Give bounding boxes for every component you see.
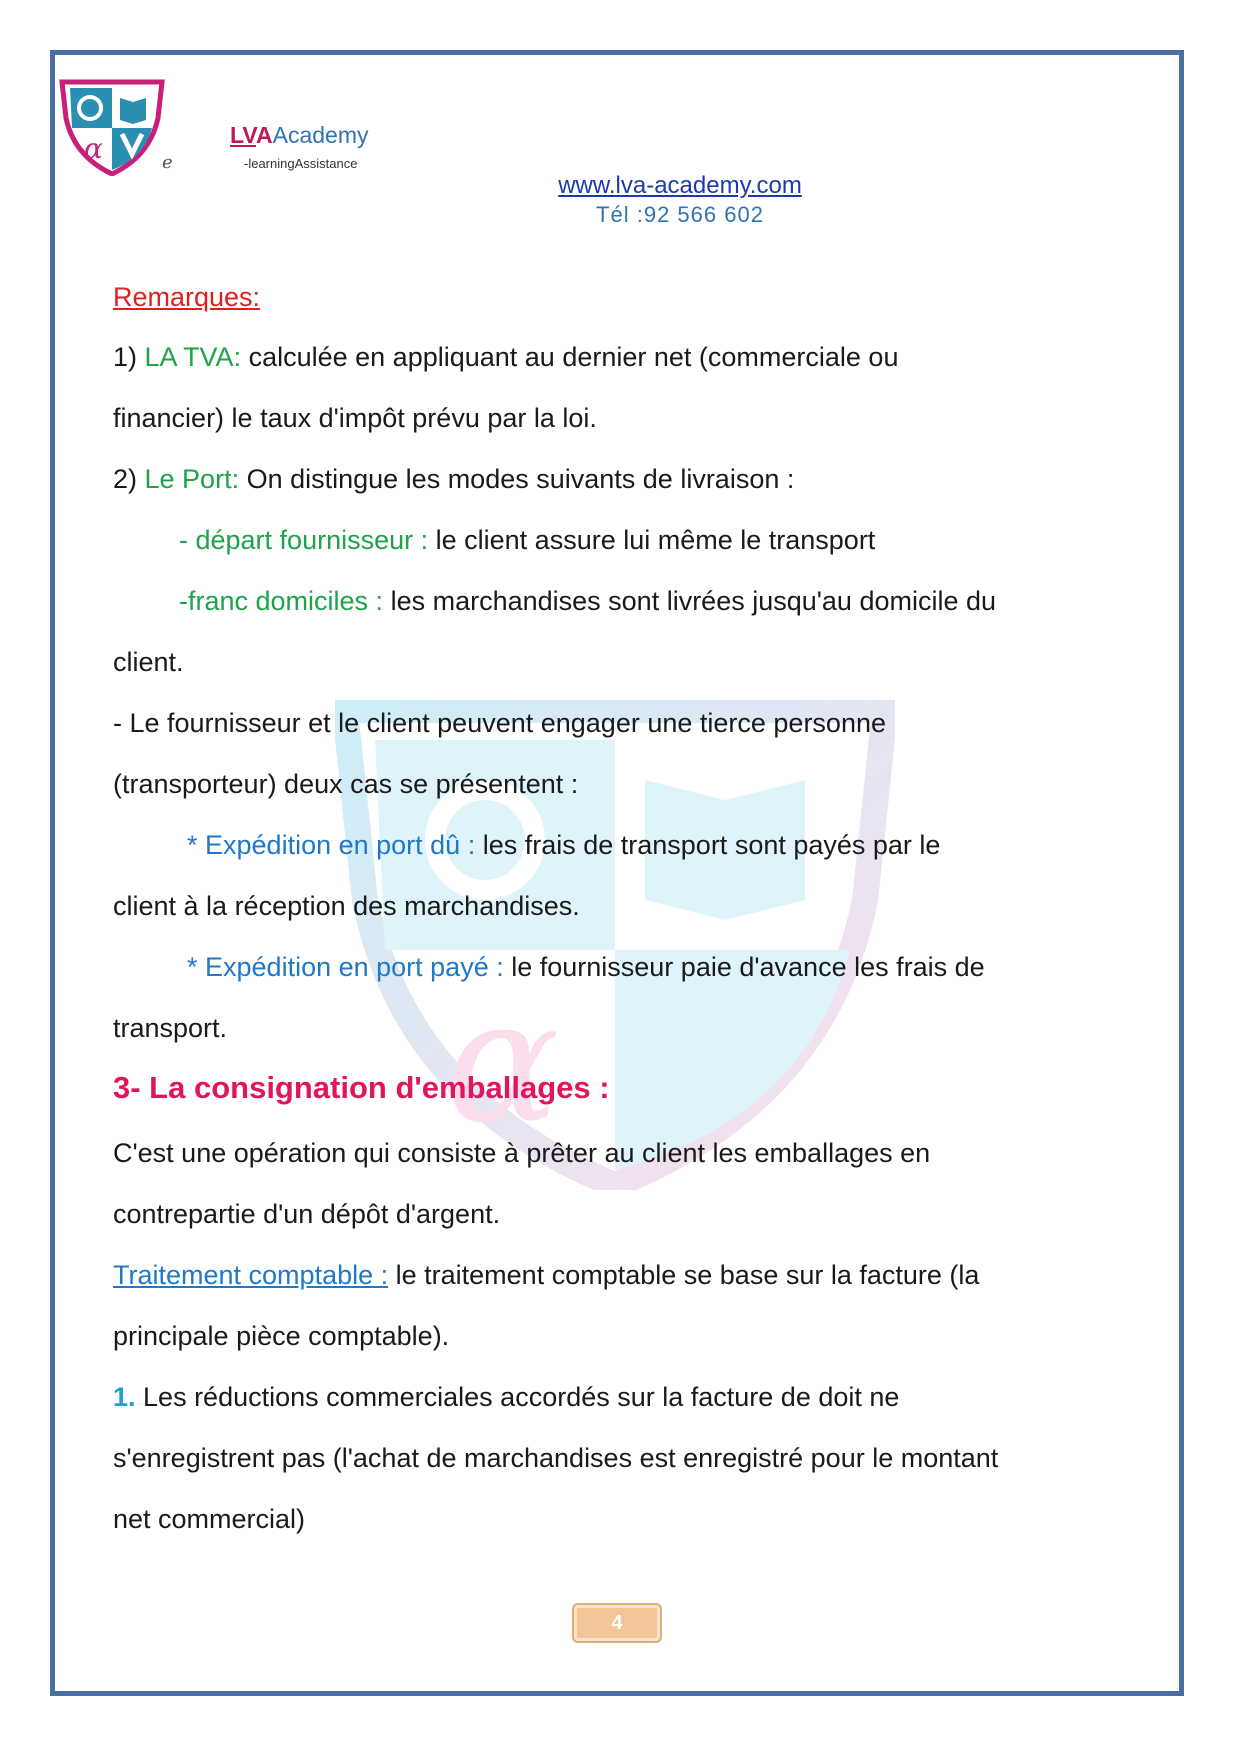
- tierce-line-1: - Le fournisseur et le client peuvent engager une tierce personne: [113, 708, 886, 738]
- brand-a: A: [255, 122, 273, 148]
- item-1-cont-1: s'enregistrent pas (l'achat de marchandises est enregistré pour le montant: [113, 1443, 999, 1473]
- brand-name: [230, 122, 368, 149]
- port-paye-text: le fournisseur paie d'avance les frais de: [503, 952, 985, 982]
- remark-1-text: calculée en appliquant au dernier net (commerciale ou: [241, 342, 899, 372]
- depart-label: - départ fournisseur :: [179, 525, 429, 555]
- remark-1-number: 1): [113, 342, 145, 372]
- franc-label: -franc domiciles :: [179, 586, 384, 616]
- item-1: [113, 1382, 899, 1413]
- item-1-text: Les réductions commerciales accordés sur la facture de doit ne: [135, 1382, 900, 1412]
- traitement-text: le traitement comptable se base sur la facture (la: [388, 1260, 980, 1290]
- consignation-line-1: C'est une opération qui consiste à prêter au client les emballages en: [113, 1138, 931, 1168]
- remark-1: [113, 342, 898, 373]
- port-paye-cont: transport.: [113, 1013, 228, 1043]
- website-link[interactable]: www.lva-academy.com: [558, 172, 802, 199]
- svg-text:α: α: [445, 963, 560, 1161]
- port-paye-label: * Expédition en port payé :: [187, 952, 504, 982]
- item-1-cont-2: net commercial): [113, 1504, 306, 1534]
- remarques-label: Remarques:: [113, 282, 261, 312]
- port-du-text: les frais de transport sont payés par le: [475, 830, 941, 860]
- remark-1-cont: financier) le taux d'impôt prévu par la loi.: [113, 403, 597, 433]
- tierce-line-2: (transporteur) deux cas se présentent :: [113, 769, 579, 799]
- brand-academy: Academy: [272, 122, 369, 148]
- consignation-line-2: contrepartie d'un dépôt d'argent.: [113, 1199, 501, 1229]
- remarques-title: [113, 282, 260, 313]
- port-du: [187, 830, 940, 861]
- traitement-cont: principale pièce comptable).: [113, 1321, 450, 1351]
- franc-domiciles: [179, 586, 996, 617]
- item-1-number: 1.: [113, 1382, 136, 1412]
- traitement-label: Traitement comptable :: [113, 1260, 389, 1290]
- port-paye: [187, 952, 985, 983]
- franc-cont: client.: [113, 647, 184, 677]
- port-du-cont: client à la réception des marchandises.: [113, 891, 580, 921]
- logo-e-letter: e: [162, 152, 173, 173]
- svg-text:α: α: [84, 132, 103, 165]
- section-heading-3: 3- La consignation d'emballages :: [113, 1070, 610, 1105]
- telephone: Tél :92 566 602: [596, 202, 764, 227]
- remark-2-label: Le Port:: [144, 464, 240, 494]
- page-number: 4: [572, 1603, 662, 1643]
- port-du-label: * Expédition en port dû :: [187, 830, 476, 860]
- brand-tagline: -learningAssistance: [244, 156, 358, 171]
- remark-2-text: On distingue les modes suivants de livraison :: [239, 464, 795, 494]
- lva-shield-logo: [58, 78, 166, 176]
- remark-2: [113, 464, 794, 495]
- remark-1-label: LA TVA:: [144, 342, 242, 372]
- traitement-comptable: [113, 1260, 979, 1291]
- remark-2-number: 2): [113, 464, 145, 494]
- brand-lv: LV: [230, 122, 256, 148]
- depart-text: le client assure lui même le transport: [428, 525, 876, 555]
- franc-text: les marchandises sont livrées jusqu'au domicile du: [383, 586, 997, 616]
- depart-fournisseur: [179, 525, 875, 556]
